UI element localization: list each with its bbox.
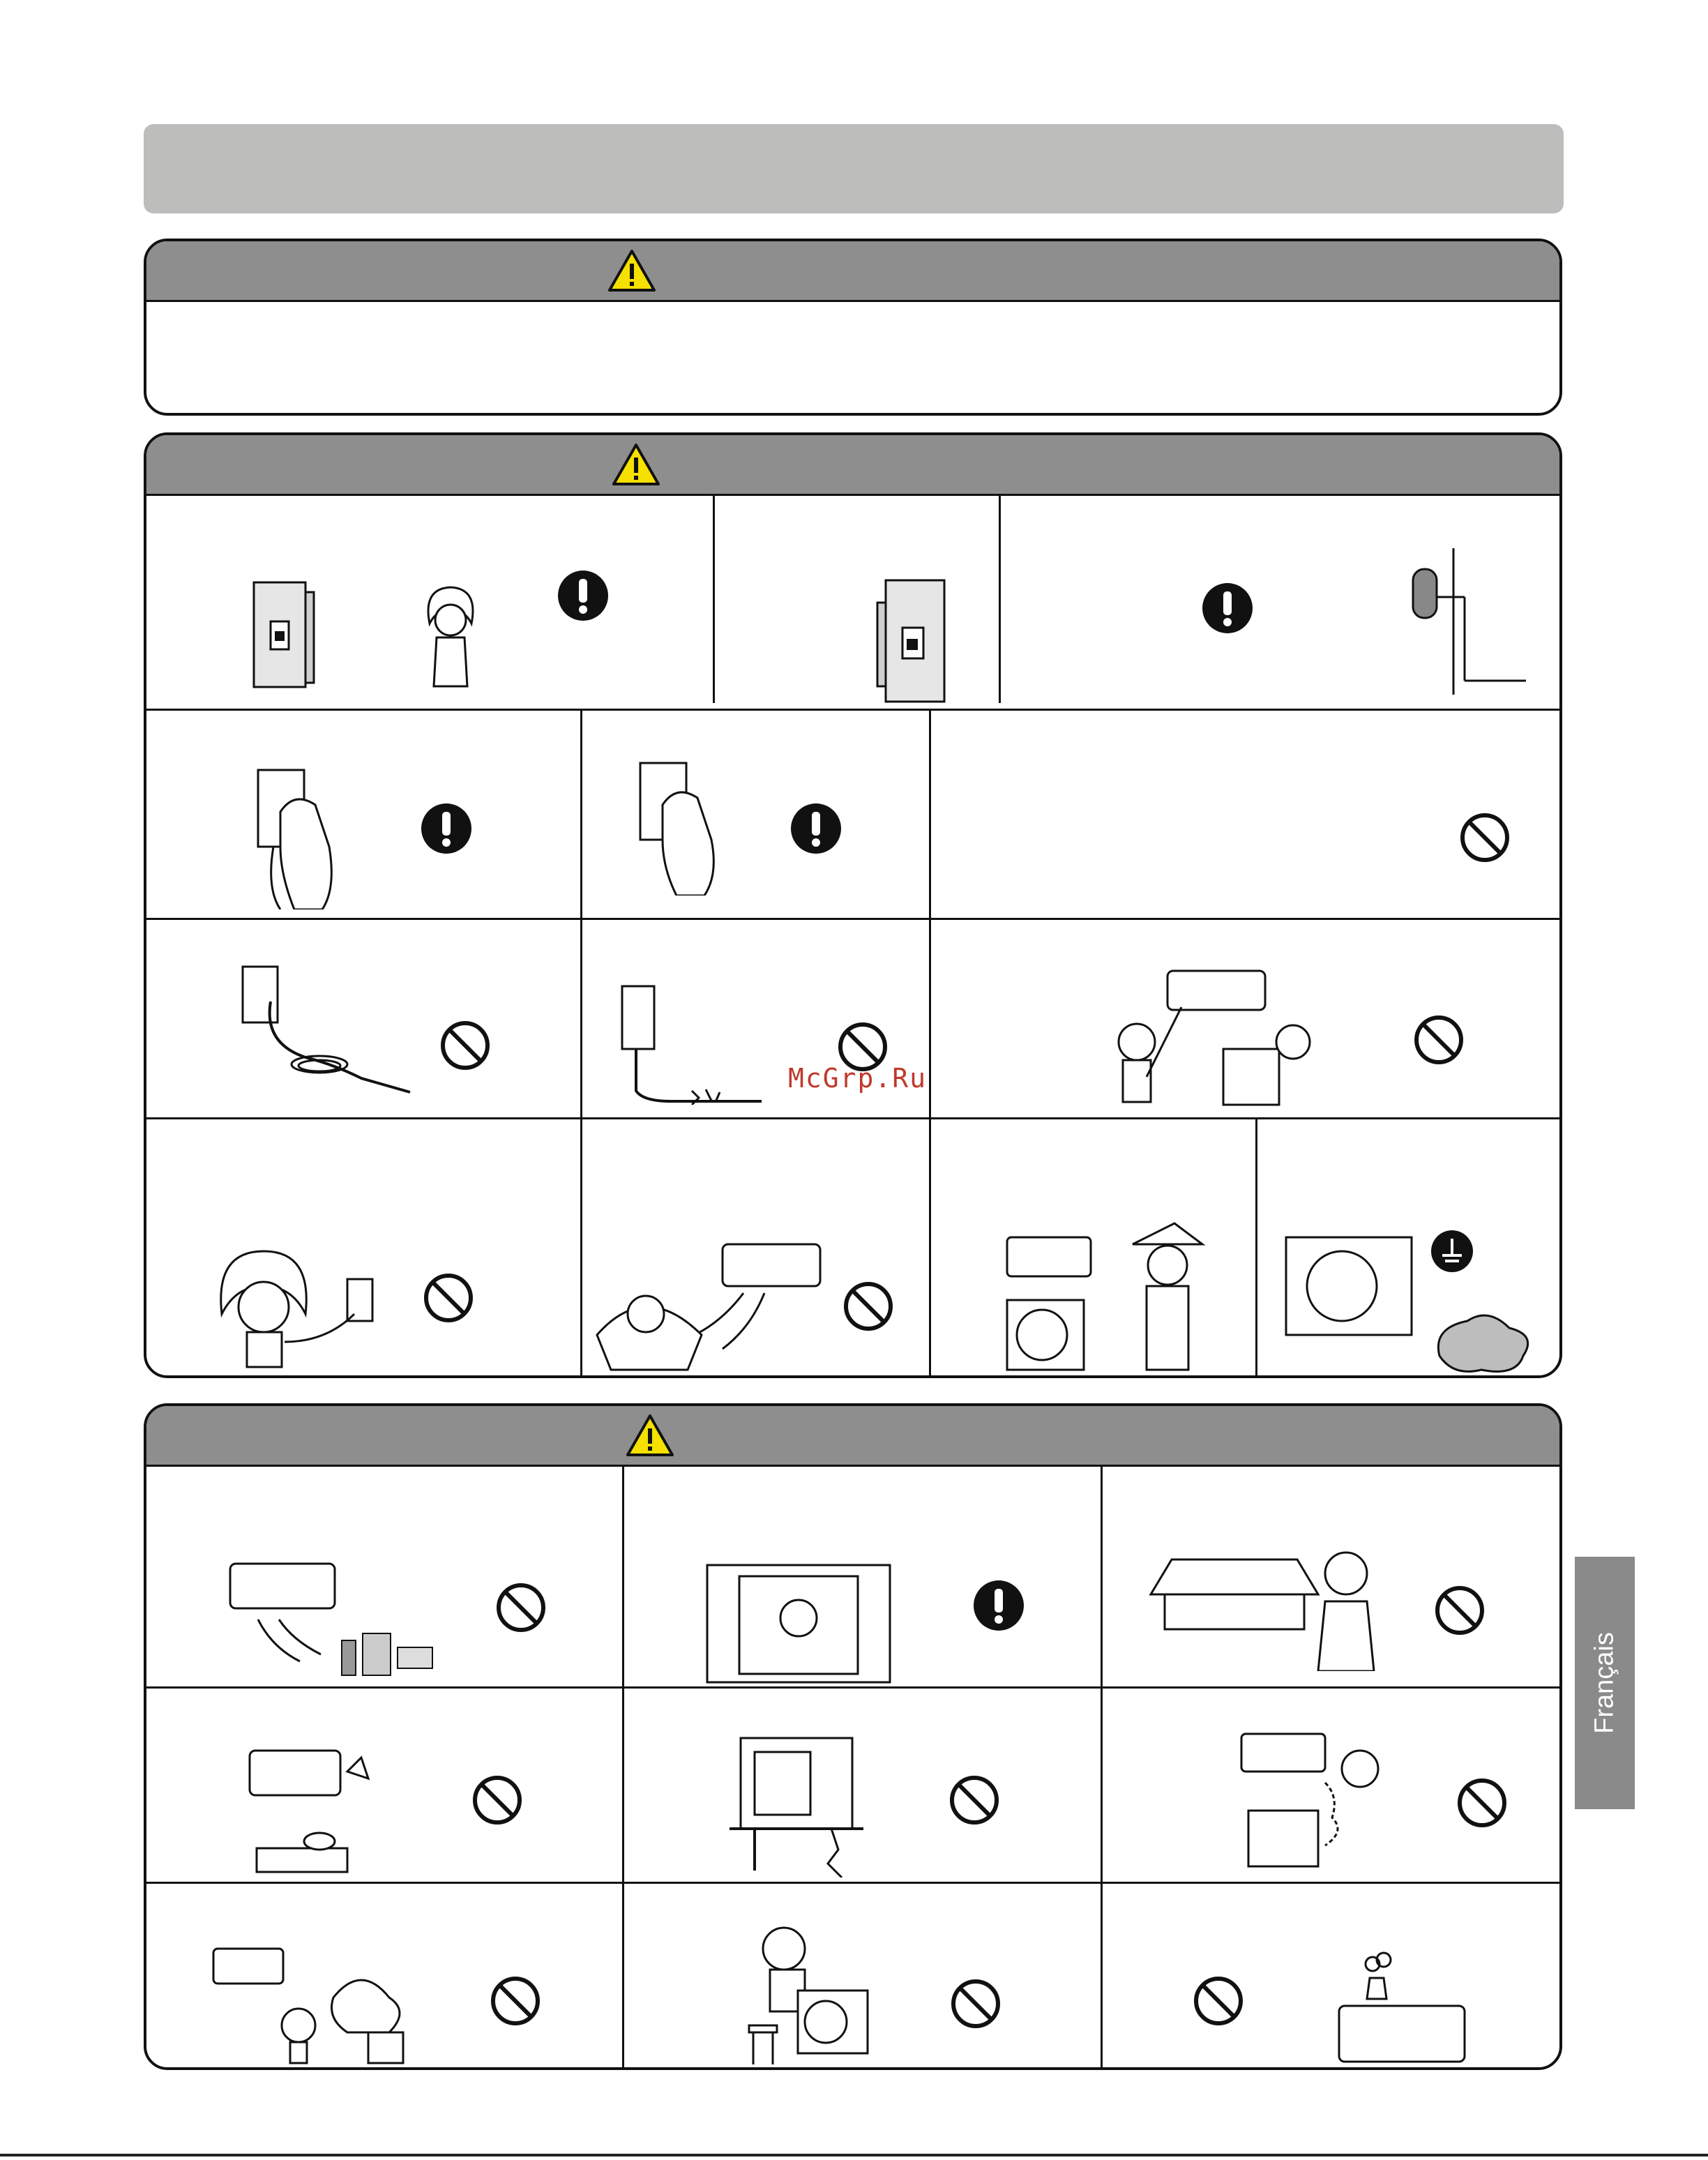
warning-panel-2 (144, 432, 1562, 1378)
caution-panel (144, 1403, 1562, 2070)
prohibited-icon (1459, 812, 1511, 863)
person-near-units-icon (1000, 1216, 1230, 1377)
warning-triangle-icon (607, 248, 657, 293)
prohibited-icon (1413, 1014, 1465, 1066)
watermark: McGrp.Ru (788, 1063, 928, 1094)
wet-hands-plug-icon (208, 1237, 389, 1370)
circuit-breaker-icon (250, 578, 317, 697)
unit-blowing-on-plants-icon (208, 1942, 417, 2067)
prohibited-icon (495, 1582, 547, 1633)
wall-pipe-icon (1407, 548, 1526, 695)
page-title-bar (144, 124, 1564, 213)
warning-panel-2-header (146, 435, 1559, 496)
prohibited-icon (490, 1975, 541, 2027)
prohibited-icon (1456, 1777, 1508, 1829)
mandatory-exclamation-icon (557, 569, 610, 622)
prohibited-icon (439, 1020, 491, 1071)
prohibited-icon (949, 1774, 1000, 1826)
broken-stand-unit-icon (727, 1731, 866, 1878)
damaged-cord-icon (615, 979, 762, 1105)
warning-triangle-icon (625, 1413, 675, 1458)
spray-on-units-icon (1234, 1727, 1402, 1873)
mandatory-exclamation-icon (789, 802, 842, 855)
prohibited-icon (471, 1774, 523, 1826)
woman-cleaning-unit-icon (1144, 1539, 1381, 1671)
baby-cold-air-icon (583, 1237, 827, 1377)
bottom-rule (0, 2154, 1708, 2157)
hand-plug-icon (635, 756, 725, 896)
mandatory-exclamation-icon (1201, 582, 1254, 635)
mandatory-exclamation-icon (420, 802, 473, 855)
woman-on-phone-icon (416, 582, 485, 693)
coiled-cord-icon (229, 960, 417, 1099)
vase-on-unit-icon (1335, 1943, 1467, 2069)
unit-blowing-on-food-icon (223, 1557, 439, 1682)
language-tab-label: Français (1589, 1632, 1619, 1734)
prohibited-icon (842, 1281, 894, 1332)
prohibited-icon (423, 1272, 474, 1324)
warning-panel-1 (144, 239, 1562, 416)
language-tab (1575, 1557, 1635, 1809)
unit-over-stove-icon (243, 1744, 382, 1876)
open-window-icon (704, 1562, 893, 1685)
grounded-outdoor-unit-icon (1279, 1223, 1537, 1377)
circuit-breaker-icon (873, 575, 950, 707)
child-climbing-unit-icon (735, 1921, 875, 2067)
prohibited-icon (1193, 1975, 1244, 2027)
warning-panel-1-header (146, 241, 1559, 302)
children-poking-unit-icon (1098, 965, 1321, 1119)
hand-plug-icon (252, 763, 343, 909)
mandatory-exclamation-icon (972, 1579, 1025, 1632)
prohibited-icon (950, 1978, 1002, 2030)
caution-panel-header (146, 1406, 1559, 1467)
prohibited-icon (1434, 1585, 1486, 1636)
warning-triangle-icon (611, 442, 661, 487)
